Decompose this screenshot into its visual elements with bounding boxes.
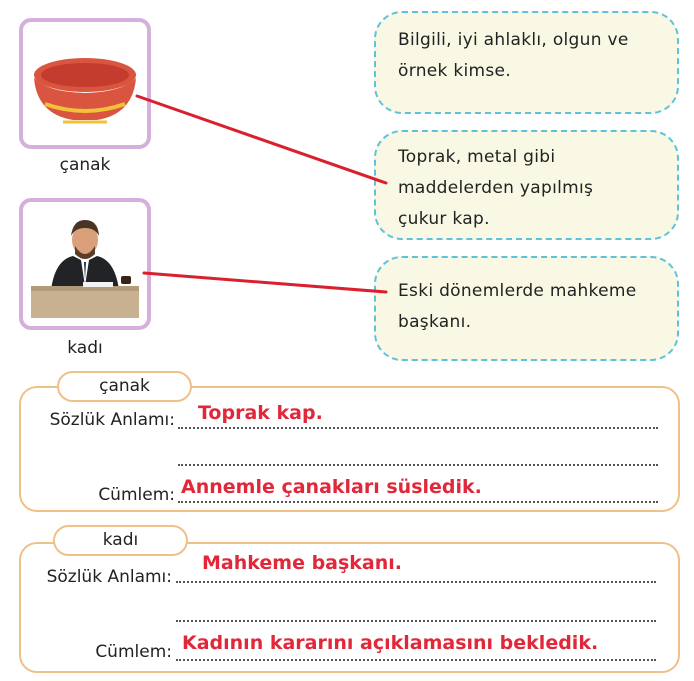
sentence-line[interactable] xyxy=(176,659,656,661)
definition-line: başkanı. xyxy=(398,312,472,332)
meaning-label: Sözlük Anlamı: xyxy=(49,410,175,430)
match-line-canak xyxy=(137,96,386,183)
definition-line: örnek kimse. xyxy=(398,61,512,81)
meaning-line-2[interactable] xyxy=(178,464,658,466)
definition-line: maddelerden yapılmış xyxy=(398,178,594,198)
meaning-line-2[interactable] xyxy=(176,620,656,622)
meaning-label: Sözlük Anlamı: xyxy=(46,567,172,587)
meaning-line[interactable] xyxy=(178,427,658,429)
sentence-label: Cümlem: xyxy=(95,642,172,662)
meaning-line[interactable] xyxy=(176,581,656,583)
meaning-answer: Mahkeme başkanı. xyxy=(202,552,403,574)
word-label-kadi: kadı xyxy=(67,338,103,358)
sentence-answer: Annemle çanakları süsledik. xyxy=(181,476,482,498)
meaning-answer: Toprak kap. xyxy=(198,402,323,424)
match-line-kadi xyxy=(144,273,386,292)
section-title-kadi: kadı xyxy=(53,525,188,556)
word-label-canak: çanak xyxy=(59,155,111,175)
definition-line: çukur kap. xyxy=(398,209,490,229)
definition-line: Eski dönemlerde mahkeme xyxy=(398,281,637,301)
definition-line: Bilgili, iyi ahlaklı, olgun ve xyxy=(398,30,629,50)
sentence-answer: Kadının kararını açıklamasını bekledik. xyxy=(182,632,599,654)
definition-line: Toprak, metal gibi xyxy=(398,147,556,167)
section-title-canak: çanak xyxy=(57,371,192,402)
sentence-label: Cümlem: xyxy=(98,485,175,505)
sentence-line[interactable] xyxy=(178,501,658,503)
